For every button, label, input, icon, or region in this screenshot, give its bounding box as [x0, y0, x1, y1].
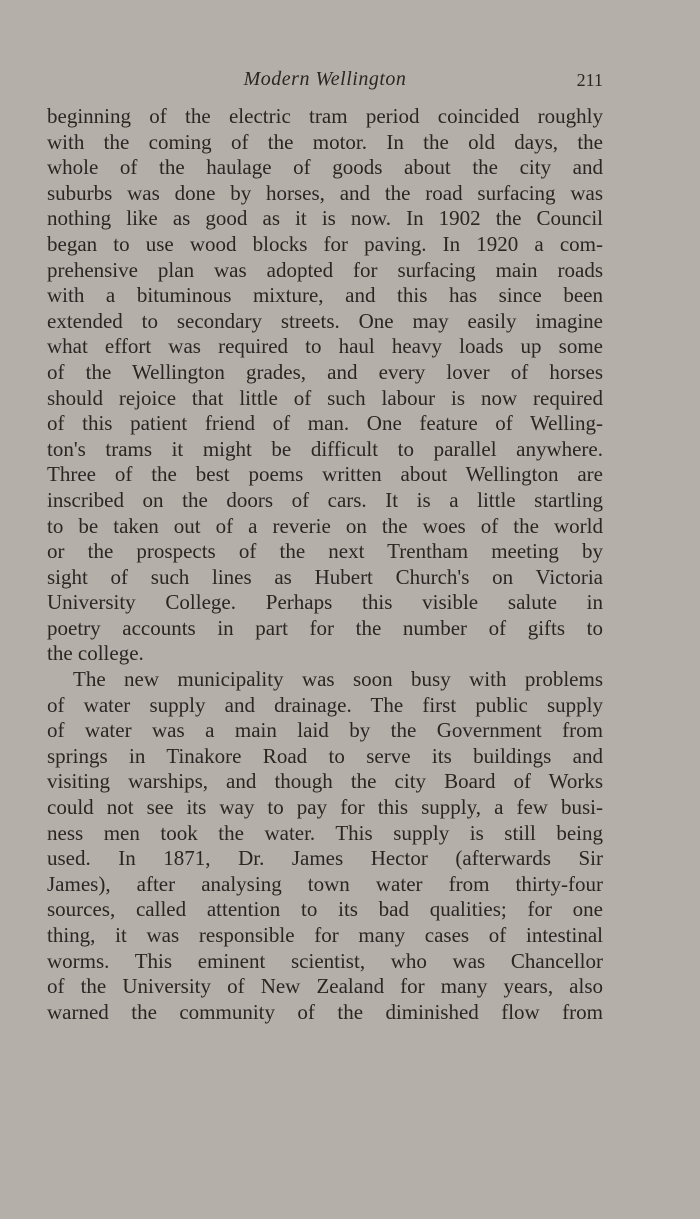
- text-line: with the coming of the motor. In the old days, the: [47, 129, 603, 154]
- text-line: The new municipality was soon busy with problems: [73, 667, 603, 692]
- text-line: could not see its way to pay for this supply, a few busi-: [47, 795, 603, 820]
- text-line: or the prospects of the next Trentham meeting by: [47, 539, 603, 564]
- text-line: whole of the haulage of goods about the city and: [47, 155, 603, 180]
- text-line: what effort was required to haul heavy loads up some: [47, 334, 603, 359]
- text-line: of the University of New Zealand for many years, also: [47, 974, 603, 999]
- text-line: visiting warships, and though the city Board of Works: [47, 769, 603, 794]
- text-line: the college.: [47, 641, 144, 666]
- text-line: suburbs was done by horses, and the road surfacing was: [47, 180, 603, 205]
- text-line: of this patient friend of man. One feature of Welling-: [47, 411, 603, 436]
- text-line: warned the community of the diminished flow from: [47, 999, 603, 1024]
- text-line: springs in Tinakore Road to serve its buildings and: [47, 743, 603, 768]
- text-line: James), after analysing town water from thirty-four: [47, 871, 603, 896]
- text-line: poetry accounts in part for the number of gifts to: [47, 615, 603, 640]
- page-number: 211: [576, 70, 603, 90]
- text-line: extended to secondary streets. One may easily imagine: [47, 308, 603, 333]
- text-line: with a bituminous mixture, and this has since been: [47, 283, 603, 308]
- text-line: thing, it was responsible for many cases of intestinal: [47, 923, 603, 947]
- text-line: ton's trams it might be difficult to parallel anywhere.: [47, 436, 603, 461]
- text-line: sources, called attention to its bad qualities; for one: [47, 897, 603, 922]
- text-line: used. In 1871, Dr. James Hector (afterwards Sir: [47, 846, 603, 871]
- text-line: of water was a main laid by the Government from: [47, 718, 603, 743]
- body-text: [47, 104, 603, 1025]
- text-line: worms. This eminent scientist, who was Chancellor: [47, 948, 603, 973]
- text-line: inscribed on the doors of cars. It is a little startling: [47, 487, 603, 512]
- text-line: should rejoice that little of such labour is now required: [47, 385, 603, 410]
- text-line: nothing like as good as it is now. In 1902 the Council: [47, 206, 603, 231]
- text-line: began to use wood blocks for paving. In 1920 a com-: [47, 231, 603, 256]
- text-line: sight of such lines as Hubert Church's on Victoria: [47, 564, 603, 589]
- text-line: beginning of the electric tram period coincided roughly: [47, 104, 603, 128]
- text-line: University College. Perhaps this visible salute in: [47, 590, 603, 615]
- text-line: ness men took the water. This supply is still being: [47, 820, 603, 845]
- text-line: of water supply and drainage. The first public supply: [47, 692, 603, 717]
- text-line: of the Wellington grades, and every lover of horses: [47, 359, 603, 384]
- page-header: [47, 66, 603, 94]
- text-line: Three of the best poems written about Wellington are: [47, 462, 603, 487]
- running-title: Modern Wellington: [243, 68, 407, 90]
- text-line: to be taken out of a reverie on the woes of the world: [47, 513, 603, 538]
- text-line: prehensive plan was adopted for surfacing main roads: [47, 257, 603, 282]
